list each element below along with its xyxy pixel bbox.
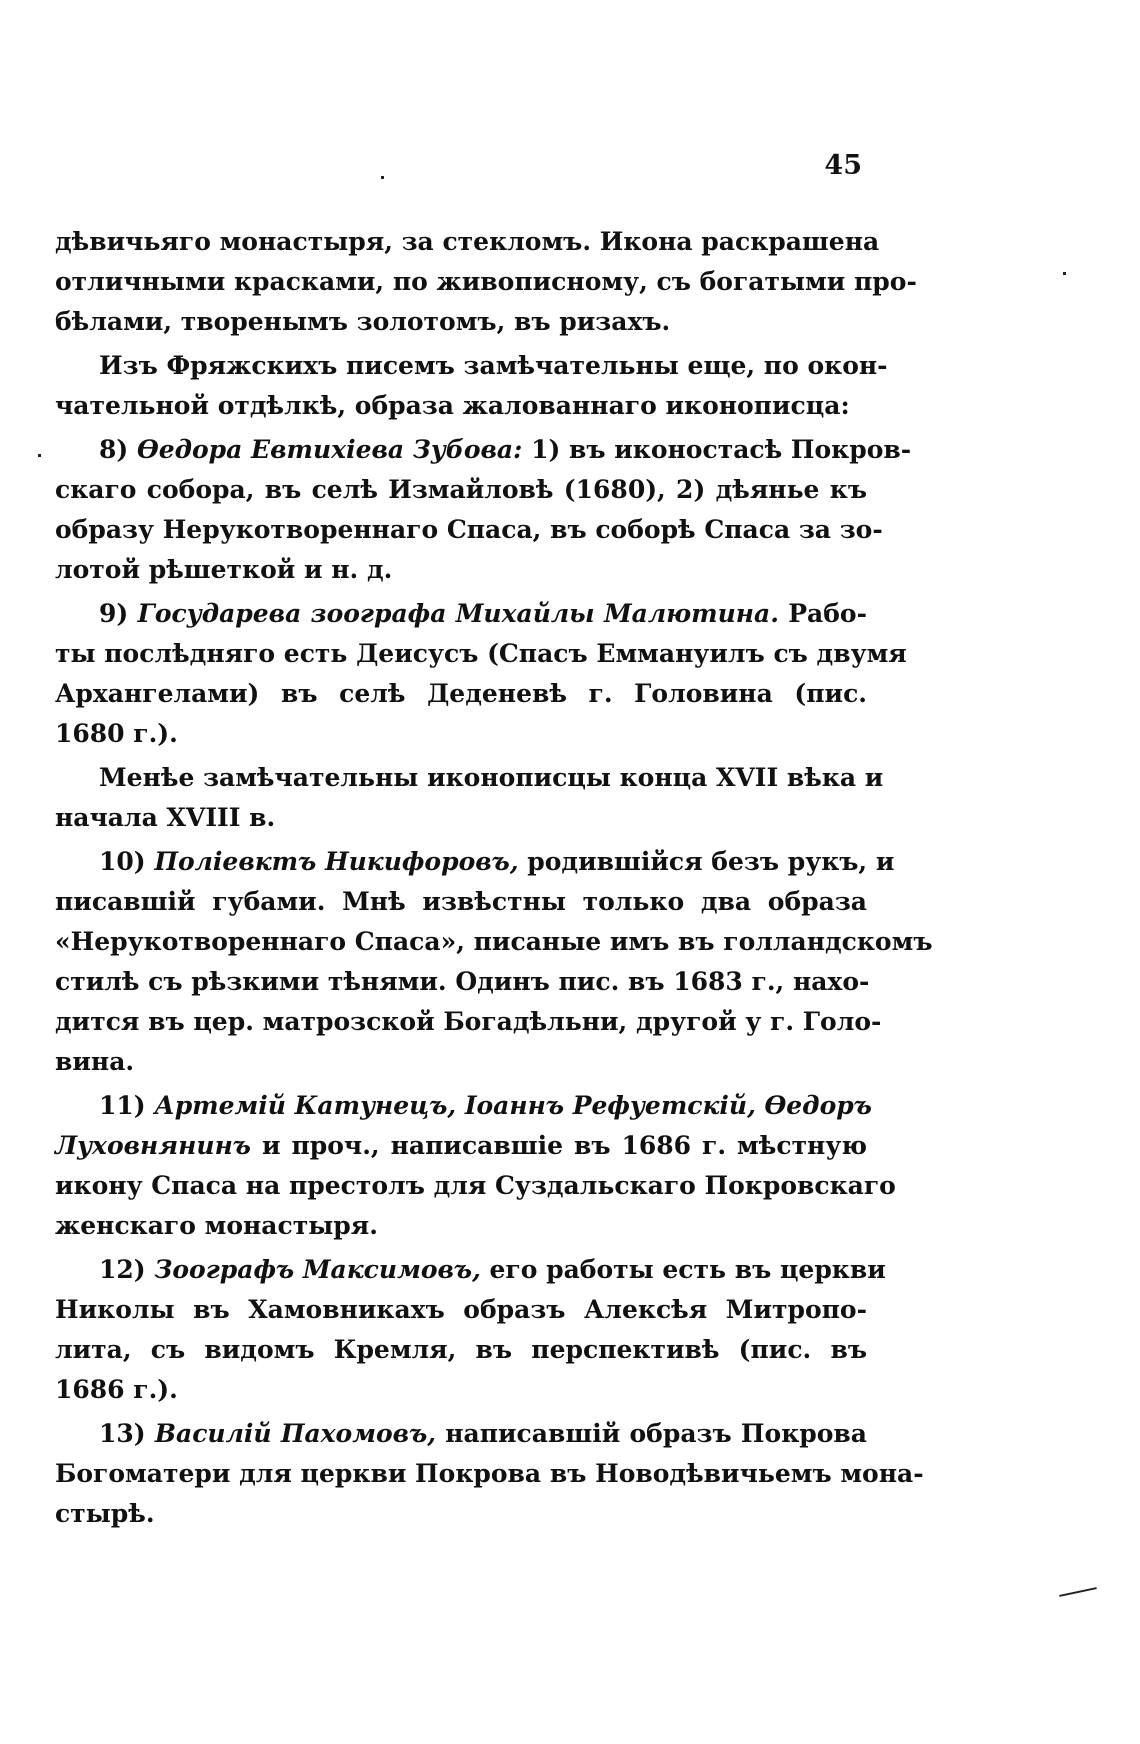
text-segment: 9) [99, 599, 138, 628]
italic-name: Артемій Катунецъ, Іоаннъ Рефуетскій, Ѳедоръ [154, 1091, 872, 1120]
text-segment: икону Спаса на престолъ для Суздальскаго Покровскаго [55, 1171, 896, 1200]
text-segment: лита, съ видомъ Кремля, въ перспективѣ (пис. въ [55, 1335, 867, 1364]
body-text [55, 222, 933, 1538]
text-line [55, 842, 895, 882]
text-segment: отличными красками, по живописному, съ богатыми про- [55, 267, 917, 296]
text-segment: 1680 г.). [55, 719, 178, 748]
text-segment: писавшій губами. Мнѣ извѣстны только два образа [55, 887, 867, 916]
italic-name: Василій Пахомовъ, [154, 1419, 436, 1448]
text-line [55, 510, 883, 550]
scan-speck [1059, 1587, 1097, 1597]
italic-name: Поліевктъ Никифоровъ, [154, 847, 519, 876]
text-line [55, 962, 870, 1002]
text-segment: чательной отдѣлкѣ, образа жалованнаго иконописца: [55, 391, 850, 420]
text-segment: ты послѣдняго есть Деисусъ (Спасъ Еммануилъ съ двумя [55, 639, 907, 668]
text-segment: бѣлами, творенымъ золотомъ, въ ризахъ. [55, 307, 671, 336]
text-segment: родившійся безъ рукъ, и [518, 847, 895, 876]
text-line [55, 1414, 867, 1454]
text-segment: 8) [99, 435, 137, 464]
text-segment: его работы есть въ церкви [480, 1255, 886, 1284]
text-line [55, 798, 867, 838]
text-line [55, 550, 867, 590]
text-segment: Николы въ Хамовникахъ образъ Алексѣя Митропо- [55, 1295, 867, 1324]
italic-name: Зоографъ Максимовъ, [154, 1255, 481, 1284]
scan-speck [1063, 272, 1066, 275]
text-line [55, 302, 867, 342]
text-segment: скаго собора, въ селѣ Измайловѣ (1680), 2) дѣянье къ [55, 475, 867, 504]
text-segment: дѣвичьяго монастыря, за стекломъ. Икона раскрашена [55, 227, 880, 256]
text-line [55, 674, 867, 714]
text-line [55, 1002, 882, 1042]
text-line [55, 1290, 867, 1330]
text-segment: Богоматери для церкви Покрова въ Новодѣвичьемъ мона- [55, 1459, 924, 1488]
text-segment: Изъ Фряжскихъ писемъ замѣчательны еще, по окон- [99, 351, 888, 380]
text-segment: начала XVIII в. [55, 803, 276, 832]
text-segment: 1) въ иконостасѣ Покров- [522, 435, 912, 464]
text-line [55, 1126, 867, 1166]
text-segment: Менѣе замѣчательны иконописцы конца XVII вѣка и [99, 763, 884, 792]
text-line [55, 222, 880, 262]
text-segment: дится въ цер. матрозской Богадѣльни, другой у г. Голо- [55, 1007, 882, 1036]
text-line [55, 1494, 867, 1534]
scan-speck [381, 176, 384, 179]
text-line [55, 1250, 886, 1290]
text-segment: образу Нерукотвореннаго Спаса, въ соборѣ Спаса за зо- [55, 515, 883, 544]
text-segment: Архангелами) въ селѣ Деденевѣ г. Головина (пис. [55, 679, 867, 708]
scan-speck [38, 454, 41, 457]
text-line [55, 386, 867, 426]
text-line [55, 1042, 867, 1082]
text-segment: «Нерукотвореннаго Спаса», писаные имъ въ голландскомъ [55, 927, 933, 956]
text-line [55, 1330, 867, 1370]
text-line [55, 1370, 867, 1410]
text-line [55, 1166, 896, 1206]
text-segment: и проч., написавшіе въ 1686 г. мѣстную [250, 1131, 867, 1160]
text-segment: 10) [99, 847, 155, 876]
text-segment: стилѣ съ рѣзкими тѣнями. Одинъ пис. въ 1683 г., нахо- [55, 967, 870, 996]
text-line [55, 346, 888, 386]
text-line [55, 1086, 872, 1126]
text-line [55, 1454, 924, 1494]
text-segment: написавшій образъ Покрова [435, 1419, 867, 1448]
text-line [55, 594, 867, 634]
text-segment: лотой рѣшеткой и н. д. [55, 555, 393, 584]
text-line [55, 1206, 867, 1246]
page-number: 45 [824, 150, 862, 181]
text-line [55, 758, 884, 798]
text-segment: стырѣ. [55, 1499, 155, 1528]
text-segment: вина. [55, 1047, 135, 1076]
italic-name: Ѳедора Евтихіева Зубова: [136, 435, 523, 464]
text-line [55, 714, 867, 754]
text-line [55, 634, 907, 674]
text-segment: Рабо- [778, 599, 867, 628]
text-line [55, 922, 933, 962]
text-segment: 1686 г.). [55, 1375, 178, 1404]
text-line [55, 470, 867, 510]
text-line [55, 882, 867, 922]
italic-name: Государева зоографа Михайлы Малютина. [137, 599, 779, 628]
text-segment: 13) [99, 1419, 155, 1448]
text-line [55, 262, 917, 302]
text-line [55, 430, 912, 470]
text-segment: женскаго монастыря. [55, 1211, 378, 1240]
italic-name: Луховнянинъ [55, 1131, 251, 1160]
text-segment: 11) [99, 1091, 155, 1120]
text-segment: 12) [99, 1255, 155, 1284]
